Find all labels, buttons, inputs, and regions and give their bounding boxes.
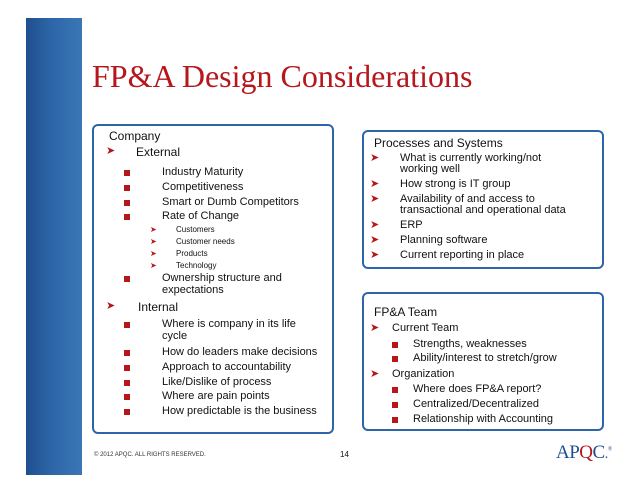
item-text: What is currently working/not [400,152,542,164]
internal-arrow-icon: ➤ [106,300,116,312]
processes-heading: Processes and Systems [374,136,503,150]
logo-text-q: Q [579,442,593,463]
square-bullet-icon [124,200,130,206]
square-bullet-icon [124,350,130,356]
item-text-continued: expectations [162,284,224,296]
item-text: Planning software [400,234,488,246]
company-box [92,124,334,434]
arrow-bullet-icon: ➤ [370,219,380,231]
item-text: Ability/interest to stretch/grow [413,352,557,364]
item-text: Where are pain points [162,390,270,402]
copyright-footer: © 2012 APQC. ALL RIGHTS RESERVED. [94,452,206,458]
page-number: 14 [340,450,349,459]
square-bullet-icon [124,322,130,328]
square-bullet-icon [392,387,398,393]
apqc-logo [556,442,612,464]
organization-arrow-icon: ➤ [370,368,380,380]
logo-registered: ® [607,446,612,453]
item-text: Approach to accountability [162,361,292,373]
square-bullet-icon [124,276,130,282]
item-text: ERP [400,219,423,231]
arrow-bullet-icon: ➤ [370,152,380,164]
company-heading: Company [109,129,161,143]
small-arrow-icon: ➤ [150,225,157,234]
item-text: Products [176,249,208,258]
blue-sidebar [26,18,82,475]
item-text: Where does FP&A report? [413,383,542,395]
logo-dot: . [604,447,608,462]
square-bullet-icon [124,365,130,371]
fpa-team-box [362,292,604,431]
item-text: Where is company in its life [162,318,296,330]
square-bullet-icon [392,342,398,348]
item-text: Centralized/Decentralized [413,398,539,410]
item-text: Availability of and access to [400,193,535,205]
item-text: Customers [176,225,215,234]
arrow-bullet-icon: ➤ [370,234,380,246]
processes-box [362,130,604,269]
square-bullet-icon [124,409,130,415]
square-bullet-icon [392,417,398,423]
square-bullet-icon [124,170,130,176]
item-text: Technology [176,261,217,270]
item-text-continued: cycle [162,330,188,342]
logo-text-c: C [592,442,605,463]
item-text: How strong is IT group [400,178,511,190]
external-arrow-icon: ➤ [106,145,116,157]
small-arrow-icon: ➤ [150,237,157,246]
item-text: Competitiveness [162,181,244,193]
item-text-continued: transactional and operational data [400,204,566,216]
fpa-team-heading: FP&A Team [374,305,438,319]
item-text-continued: working well [400,163,460,175]
internal-label: Internal [138,300,179,314]
square-bullet-icon [124,380,130,386]
item-text: Smart or Dumb Competitors [162,196,299,208]
square-bullet-icon [124,394,130,400]
arrow-bullet-icon: ➤ [370,249,380,261]
small-arrow-icon: ➤ [150,261,157,270]
arrow-bullet-icon: ➤ [370,193,380,205]
item-text: Like/Dislike of process [162,376,272,388]
item-text: Strengths, weaknesses [413,338,527,350]
item-text: Current reporting in place [400,249,525,261]
small-arrow-icon: ➤ [150,249,157,258]
item-text: Customer needs [176,237,235,246]
arrow-bullet-icon: ➤ [370,178,380,190]
square-bullet-icon [124,185,130,191]
logo-text-ap: AP [556,442,580,463]
external-label: External [136,145,181,159]
current-team-arrow-icon: ➤ [370,322,380,334]
square-bullet-icon [392,402,398,408]
item-text: Industry Maturity [162,166,244,178]
organization-label: Organization [392,368,455,380]
item-text: How predictable is the business [162,405,317,417]
current-team-label: Current Team [392,322,459,334]
item-text: Relationship with Accounting [413,413,554,425]
square-bullet-icon [124,214,130,220]
item-text: Ownership structure and [162,272,282,284]
top-band [0,0,638,18]
item-text: How do leaders make decisions [162,346,318,358]
item-text: Rate of Change [162,210,240,222]
bottom-band [0,475,638,493]
square-bullet-icon [392,356,398,362]
slide-title: FP&A Design Considerations [92,58,473,94]
